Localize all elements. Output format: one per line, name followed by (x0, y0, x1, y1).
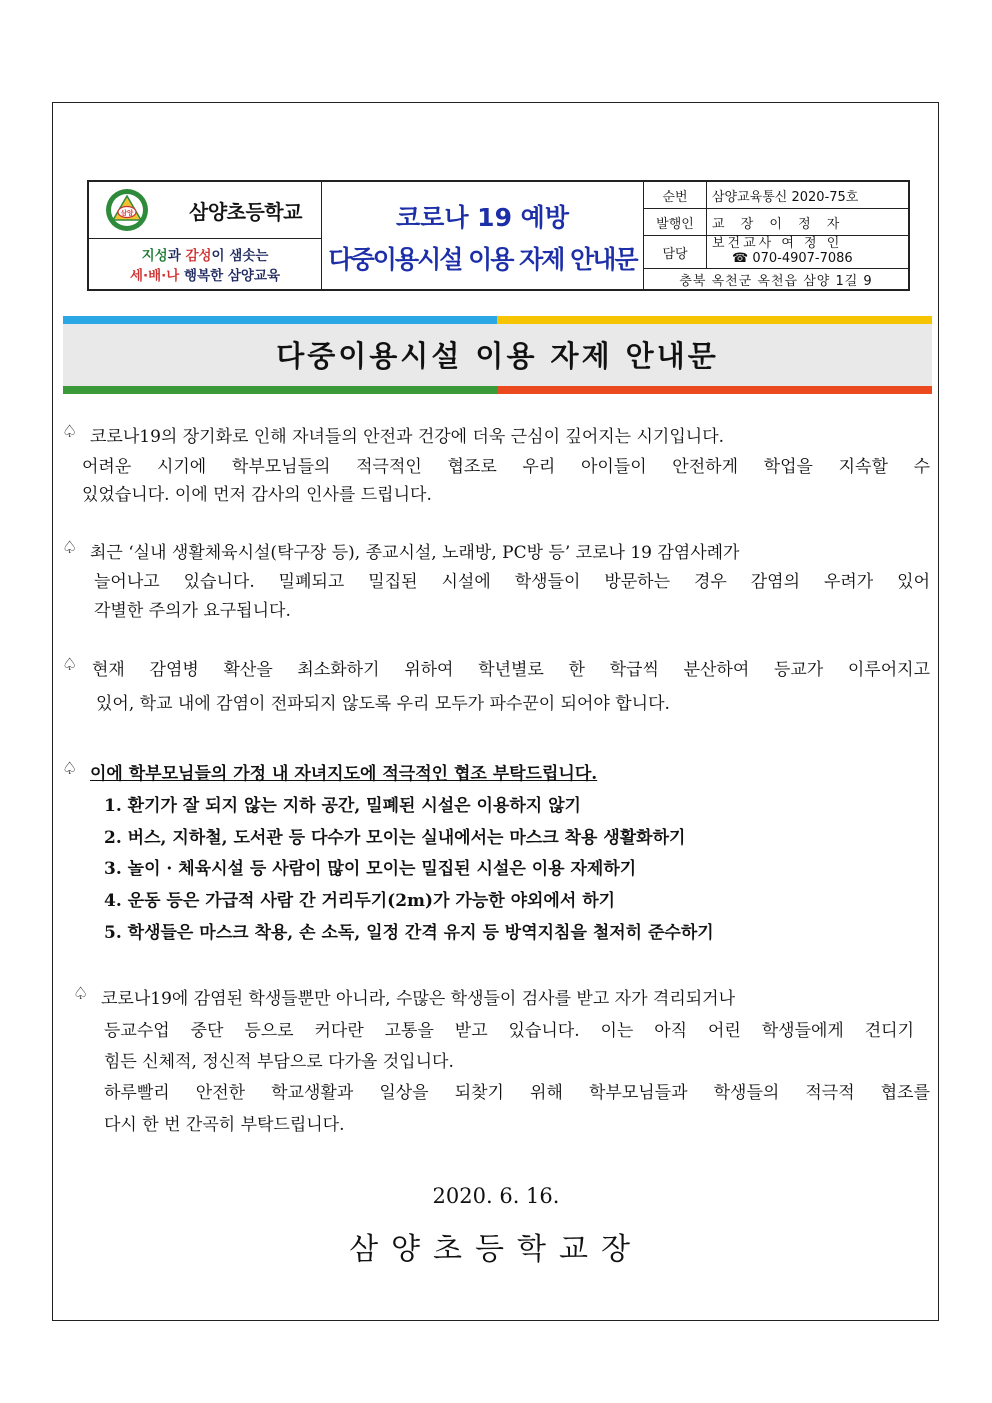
notice-title-line-1: 코로나 19 예방 (396, 203, 569, 232)
row-label: 담당 (644, 236, 707, 268)
paragraph-line: 있었습니다. 이에 먼저 감사의 인사를 드립니다. (82, 485, 432, 505)
list-item: 2. 버스, 지하철, 도서관 등 다수가 모이는 실내에서는 마스크 착용 생활화하기 (104, 828, 686, 848)
band-stripe (497, 316, 932, 324)
row-label: 발행인 (644, 209, 707, 235)
contact-person: 보건교사 여 정 인 (712, 236, 843, 251)
school-name-cell (89, 182, 321, 239)
contact-values (712, 236, 853, 266)
school-address: 충북 옥천군 옥천읍 삼양 1길 9 (679, 274, 873, 289)
paragraph-line: 하루빨리 안전한 학교생활과 일상을 되찾기 위해 학부모님들과 학생들의 적극적 협조를 (104, 1083, 930, 1103)
slogan-line-1: 지성과 감성이 샘솟는 (141, 248, 269, 264)
notice-title-line-2: 다중이용시설 이용 자제 안내문 (328, 245, 637, 274)
row-value: 삼양교육통신 2020-75호 (712, 189, 859, 205)
list-item: 5. 학생들은 마스크 착용, 손 소독, 일정 간격 유지 등 방역지침을 철저히 준수하기 (104, 923, 714, 943)
paragraph-line: 늘어나고 있습니다. 밀폐되고 밀집된 시설에 학생들이 방문하는 경우 감염의 우려가 있어 (94, 572, 930, 592)
bullet-icon: ♤ (62, 655, 78, 675)
school-name: 삼양초등학교 (189, 200, 302, 224)
paragraph-line: 최근 ‘실내 생활체육시설(탁구장 등), 종교시설, 노래방, PC방 등’ 코로나 19 감염사례가 (90, 543, 740, 563)
bullet-icon: ♤ (62, 538, 78, 558)
paragraph-line: 현재 감염병 확산을 최소화하기 위하여 학년별로 한 학급씩 분산하여 등교가 이루어지고 (92, 660, 930, 680)
contact-phone: ☎ 070-4907-7086 (732, 251, 853, 266)
slogan-line-2: 세·배·나 행복한 삼양교육 (129, 268, 281, 284)
letter-header (87, 180, 910, 291)
band-stripe (63, 316, 497, 324)
bullet-icon: ♤ (62, 422, 78, 442)
issue-date: 2020. 6. 16. (432, 1184, 560, 1208)
emphasis-line: 이에 학부모님들의 가정 내 자녀지도에 적극적인 협조 부탁드립니다. (90, 764, 598, 784)
notice-title-cell (322, 182, 644, 289)
issue-row-number (644, 182, 908, 209)
bullet-icon: ♤ (62, 759, 78, 779)
bullet-icon: ♤ (73, 984, 89, 1004)
emblem-text: 삼양 (120, 209, 134, 217)
paragraph-line: 힘든 신체적, 정신적 부담으로 다가올 것입니다. (104, 1052, 454, 1072)
paragraph-line: 각별한 주의가 요구됩니다. (94, 601, 291, 621)
list-item: 4. 운동 등은 가급적 사람 간 거리두기(2m)가 가능한 야외에서 하기 (104, 891, 616, 911)
school-emblem-icon (105, 188, 149, 232)
issue-row-publisher (644, 209, 908, 236)
issue-row-contact (644, 236, 908, 269)
band-stripe (63, 386, 497, 394)
band-stripe (497, 386, 932, 394)
paragraph-line: 다시 한 번 간곡히 부탁드립니다. (104, 1115, 345, 1135)
list-item: 1. 환기가 잘 되지 않는 지하 공간, 밀폐된 시설은 이용하지 않기 (104, 796, 581, 816)
paragraph-line: 어려운 시기에 학부모님들의 적극적인 협조로 우리 아이들이 안전하게 학업을 지속할 수 (82, 457, 930, 477)
paragraph-line: 등교수업 중단 등으로 커다란 고통을 받고 있습니다. 이는 아직 어린 학생들에게 견디기 (104, 1021, 914, 1041)
row-label: 순번 (644, 182, 707, 208)
issue-info-table (644, 182, 908, 289)
paragraph-line: 코로나19의 장기화로 인해 자녀들의 안전과 건강에 더욱 근심이 깊어지는 시기입니다. (90, 427, 725, 447)
paragraph-line: 있어, 학교 내에 감염이 전파되지 않도록 우리 모두가 파수꾼이 되어야 합니다. (96, 694, 670, 714)
list-item: 3. 놀이 · 체육시설 등 사람이 많이 모이는 밀집된 시설은 이용 자제하기 (104, 859, 637, 879)
document-title: 다중이용시설 이용 자제 안내문 (276, 339, 719, 373)
title-band (63, 316, 932, 394)
principal-signature: 삼양초등학교장 (349, 1232, 643, 1267)
row-value: 교 장 이 정 자 (712, 216, 846, 232)
paragraph-line: 코로나19에 감염된 학생들뿐만 아니라, 수많은 학생들이 검사를 받고 자가 격리되거나 (101, 989, 736, 1009)
school-info-cell (89, 182, 322, 289)
